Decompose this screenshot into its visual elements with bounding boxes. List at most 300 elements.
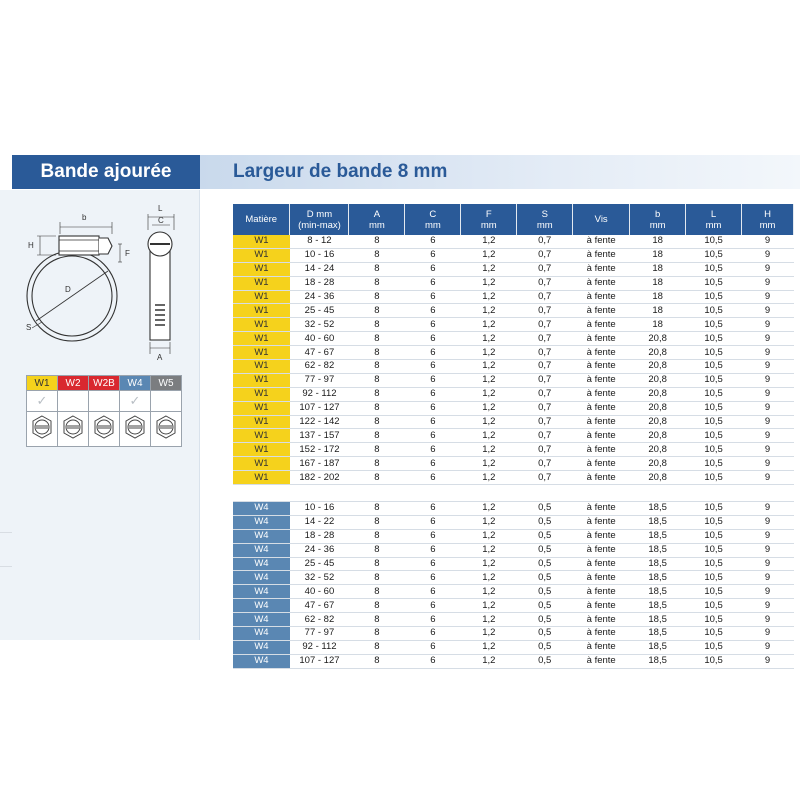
table-cell: 10,5 [686,502,742,516]
screw-head-icon [58,412,89,447]
column-header-unit: (min-max) [298,219,341,231]
table-cell: 0,7 [517,346,573,360]
group-spacer [233,485,794,502]
table-cell: 1,2 [461,557,517,571]
table-cell: à fente [573,654,630,668]
table-row [233,515,794,529]
table-cell: 0,7 [517,471,573,485]
table-cell: 18 [630,290,686,304]
table-cell: 0,5 [517,640,573,654]
table-cell: 1,2 [461,627,517,641]
table-cell: à fente [573,515,630,529]
table-cell: 9 [742,557,794,571]
table-row [233,457,794,471]
column-header [405,204,461,235]
table-cell: 20,8 [630,332,686,346]
table-cell: 9 [742,360,794,374]
table-cell: 10,5 [686,429,742,443]
table-cell: 25 - 45 [290,557,349,571]
table-cell: 18 [630,248,686,262]
table-cell: 20,8 [630,401,686,415]
table-cell: 9 [742,502,794,516]
material-cell: W1 [233,401,290,415]
table-cell: 25 - 45 [290,304,349,318]
table-cell: 8 [349,654,405,668]
table-cell: 6 [405,457,461,471]
table-cell: 0,7 [517,373,573,387]
material-swatch-w1: W1 [27,376,58,391]
table-cell: 18 - 28 [290,276,349,290]
table-cell: à fente [573,471,630,485]
table-row [233,502,794,516]
table-cell: 9 [742,290,794,304]
table-cell: 1,2 [461,332,517,346]
screw-head-icon [151,412,182,447]
table-cell: 6 [405,585,461,599]
table-cell: 6 [405,613,461,627]
table-cell: 20,8 [630,443,686,457]
table-cell: 9 [742,304,794,318]
table-row [233,304,794,318]
table-header-row [233,204,794,235]
column-header-label: C [429,208,437,220]
screw-head-icon [120,412,151,447]
table-cell: 18 [630,262,686,276]
column-header-label: F [485,208,492,220]
table-cell: 40 - 60 [290,585,349,599]
table-cell: 6 [405,415,461,429]
table-cell: 9 [742,443,794,457]
material-cell: W1 [233,457,290,471]
table-cell: 9 [742,429,794,443]
table-cell: 0,7 [517,318,573,332]
table-cell: 9 [742,346,794,360]
table-row [233,235,794,248]
section-title: Bande ajourée [12,155,200,189]
screw-housing [59,236,99,255]
table-cell: 0,5 [517,502,573,516]
table-cell: 9 [742,627,794,641]
table-cell: 6 [405,276,461,290]
table-cell: à fente [573,599,630,613]
table-cell: 6 [405,290,461,304]
table-row [233,471,794,485]
table-cell: 47 - 67 [290,599,349,613]
column-header-label: D mm [306,208,333,220]
dim-label-c: C [158,216,164,225]
table-cell: 0,7 [517,429,573,443]
table-cell: 1,2 [461,599,517,613]
table-cell: 0,5 [517,515,573,529]
table-row [233,401,794,415]
table-row [233,373,794,387]
table-cell: 6 [405,599,461,613]
table-cell: 0,5 [517,557,573,571]
table-cell: 10,5 [686,543,742,557]
table-cell: 6 [405,502,461,516]
material-cell: W4 [233,613,290,627]
table-cell: 10,5 [686,585,742,599]
material-check-w2 [58,391,89,412]
table-cell: 8 [349,515,405,529]
column-header [573,204,630,235]
table-cell: 6 [405,471,461,485]
table-cell: 10,5 [686,613,742,627]
table-cell: 1,2 [461,640,517,654]
table-cell: 6 [405,248,461,262]
table-cell: 1,2 [461,290,517,304]
table-cell: 92 - 112 [290,387,349,401]
table-cell: à fente [573,360,630,374]
table-cell: 0,7 [517,290,573,304]
table-cell: à fente [573,276,630,290]
table-cell: 77 - 97 [290,373,349,387]
table-cell: 1,2 [461,262,517,276]
table-cell: 1,2 [461,457,517,471]
table-cell: 6 [405,543,461,557]
table-cell: 182 - 202 [290,471,349,485]
table-cell: 1,2 [461,373,517,387]
column-header [630,204,686,235]
panel-divider [199,190,200,640]
table-cell: 137 - 157 [290,429,349,443]
table-cell: 9 [742,332,794,346]
material-legend [26,375,182,447]
table-cell: 14 - 24 [290,262,349,276]
material-swatch-w2: W2 [58,376,89,391]
table-cell: 6 [405,557,461,571]
dim-label-l: L [158,204,163,213]
table-row [233,248,794,262]
table-cell: 62 - 82 [290,613,349,627]
band-width-title: Largeur de bande 8 mm [200,155,800,189]
column-header [742,204,794,235]
edge-line [0,532,12,533]
table-cell: 9 [742,415,794,429]
table-cell: 6 [405,529,461,543]
table-cell: 8 [349,471,405,485]
dim-label-f: F [125,249,130,258]
table-cell: 10,5 [686,235,742,248]
table-cell: 8 [349,429,405,443]
table-cell: 20,8 [630,360,686,374]
table-cell: 0,5 [517,627,573,641]
table-cell: 10,5 [686,290,742,304]
dim-label-s: S [26,323,32,332]
table-cell: 6 [405,262,461,276]
table-cell: 107 - 127 [290,654,349,668]
table-row [233,529,794,543]
material-cell: W1 [233,471,290,485]
table-cell: 6 [405,515,461,529]
table-cell: 18 [630,235,686,248]
material-check-w1: ✓ [27,391,58,412]
table-cell: 10,5 [686,457,742,471]
table-cell: 18,5 [630,599,686,613]
table-cell: 10,5 [686,387,742,401]
material-cell: W1 [233,346,290,360]
material-cell: W1 [233,318,290,332]
table-cell: 18,5 [630,557,686,571]
dimensions-table-wrap [233,204,794,669]
table-cell: 8 [349,332,405,346]
table-row [233,332,794,346]
table-row [233,443,794,457]
table-cell: 6 [405,373,461,387]
table-cell: 1,2 [461,443,517,457]
table-row [233,543,794,557]
column-header-label: S [541,208,548,220]
table-cell: 24 - 36 [290,290,349,304]
table-cell: 10,5 [686,304,742,318]
material-cell: W4 [233,515,290,529]
table-cell: 10,5 [686,262,742,276]
column-header-label: A [373,208,381,220]
material-cell: W1 [233,332,290,346]
table-row [233,290,794,304]
column-header-unit: mm [705,219,722,231]
table-cell: 1,2 [461,235,517,248]
table-cell: à fente [573,627,630,641]
column-header [233,204,290,235]
material-swatch-w4: W4 [120,376,151,391]
table-cell: 0,5 [517,529,573,543]
material-cell: W1 [233,290,290,304]
table-cell: 9 [742,571,794,585]
table-cell: 0,7 [517,276,573,290]
table-cell: 1,2 [461,387,517,401]
table-cell: 6 [405,429,461,443]
screw-head-icon [89,412,120,447]
material-cell: W1 [233,415,290,429]
table-cell: 18,5 [630,515,686,529]
table-cell: 8 [349,401,405,415]
material-cell: W1 [233,373,290,387]
side-view-band [150,250,170,340]
table-cell: 9 [742,387,794,401]
table-cell: 10,5 [686,332,742,346]
material-cell: W1 [233,443,290,457]
table-row [233,627,794,641]
table-cell: 47 - 67 [290,346,349,360]
table-cell: 122 - 142 [290,415,349,429]
table-cell: 8 [349,262,405,276]
table-cell: 8 [349,557,405,571]
table-cell: 1,2 [461,529,517,543]
table-cell: 10,5 [686,654,742,668]
table-cell: 8 [349,276,405,290]
table-cell: 20,8 [630,457,686,471]
table-cell: à fente [573,443,630,457]
table-cell: 0,7 [517,457,573,471]
table-cell: 9 [742,654,794,668]
column-header-unit: mm [649,219,666,231]
table-cell: 6 [405,654,461,668]
table-cell: 9 [742,318,794,332]
table-row [233,318,794,332]
table-cell: 10,5 [686,529,742,543]
table-cell: 9 [742,613,794,627]
table-cell: 8 [349,627,405,641]
table-cell: 10,5 [686,346,742,360]
column-header-unit: mm [536,219,553,231]
table-cell: 18,5 [630,585,686,599]
table-cell: 9 [742,262,794,276]
table-cell: 10,5 [686,415,742,429]
table-cell: 1,2 [461,360,517,374]
material-cell: W1 [233,235,290,248]
table-cell: 10,5 [686,401,742,415]
table-cell: 0,7 [517,262,573,276]
table-cell: 1,2 [461,543,517,557]
material-swatch-w2b: W2B [89,376,120,391]
table-cell: à fente [573,557,630,571]
table-cell: 10,5 [686,318,742,332]
table-cell: 9 [742,235,794,248]
table-row [233,599,794,613]
table-row [233,429,794,443]
table-cell: 8 [349,613,405,627]
table-cell: 20,8 [630,415,686,429]
table-cell: à fente [573,235,630,248]
table-cell: 0,5 [517,571,573,585]
material-cell: W4 [233,599,290,613]
dim-label-d: D [65,285,71,294]
column-header [349,204,405,235]
table-cell: 8 [349,571,405,585]
material-cell: W1 [233,387,290,401]
table-cell: 8 [349,443,405,457]
table-cell: 18,5 [630,627,686,641]
column-header-label: Matière [245,214,278,225]
table-cell: 6 [405,346,461,360]
table-cell: 18,5 [630,543,686,557]
table-cell: à fente [573,543,630,557]
table-cell: 10,5 [686,276,742,290]
table-cell: 6 [405,387,461,401]
material-check-w2b [89,391,120,412]
table-row [233,360,794,374]
table-cell: 6 [405,401,461,415]
table-cell: 6 [405,640,461,654]
table-cell: 9 [742,599,794,613]
table-cell: 18,5 [630,571,686,585]
table-cell: à fente [573,262,630,276]
table-cell: à fente [573,373,630,387]
table-cell: 1,2 [461,304,517,318]
table-cell: 1,2 [461,429,517,443]
material-cell: W4 [233,543,290,557]
table-cell: 18,5 [630,654,686,668]
table-row [233,571,794,585]
table-cell: à fente [573,248,630,262]
table-cell: 1,2 [461,585,517,599]
table-cell: 8 [349,318,405,332]
table-cell: 9 [742,585,794,599]
column-header [517,204,573,235]
table-cell: à fente [573,571,630,585]
table-cell: 8 [349,373,405,387]
table-cell: 8 [349,543,405,557]
table-row [233,415,794,429]
material-cell: W4 [233,654,290,668]
table-cell: 9 [742,529,794,543]
table-cell: 18 - 28 [290,529,349,543]
table-cell: 20,8 [630,346,686,360]
table-cell: à fente [573,585,630,599]
table-cell: à fente [573,304,630,318]
table-cell: 8 [349,360,405,374]
table-cell: 9 [742,640,794,654]
table-cell: 1,2 [461,318,517,332]
table-cell: 8 [349,290,405,304]
table-cell: à fente [573,332,630,346]
table-cell: 0,7 [517,304,573,318]
table-cell: à fente [573,640,630,654]
material-cell: W1 [233,276,290,290]
table-row [233,640,794,654]
material-check-w4: ✓ [120,391,151,412]
material-cell: W4 [233,640,290,654]
column-header-unit: mm [759,219,776,231]
table-cell: 8 [349,640,405,654]
table-row [233,654,794,668]
table-cell: 10 - 16 [290,502,349,516]
table-cell: 1,2 [461,571,517,585]
table-cell: 8 [349,502,405,516]
table-cell: 1,2 [461,471,517,485]
column-header-label: b [654,208,661,220]
table-cell: 8 [349,235,405,248]
table-cell: 92 - 112 [290,640,349,654]
table-cell: à fente [573,415,630,429]
material-cell: W4 [233,557,290,571]
table-cell: 1,2 [461,248,517,262]
table-cell: 8 [349,346,405,360]
table-cell: à fente [573,429,630,443]
table-cell: 18 [630,304,686,318]
table-cell: 10,5 [686,360,742,374]
table-cell: 10 - 16 [290,248,349,262]
table-cell: 20,8 [630,387,686,401]
table-cell: 1,2 [461,613,517,627]
table-cell: à fente [573,401,630,415]
table-cell: 8 [349,585,405,599]
table-cell: à fente [573,318,630,332]
table-cell: 107 - 127 [290,401,349,415]
column-header [461,204,517,235]
table-row [233,262,794,276]
table-row [233,557,794,571]
column-header-unit: mm [424,219,441,231]
screw-head-icon [27,412,58,447]
table-cell: 10,5 [686,640,742,654]
material-cell: W1 [233,304,290,318]
dim-label-b: b [82,213,87,222]
table-cell: 1,2 [461,401,517,415]
table-cell: 1,2 [461,515,517,529]
table-row [233,387,794,401]
table-cell: 8 [349,457,405,471]
column-header-label: H [764,208,771,220]
table-cell: 0,7 [517,401,573,415]
table-cell: 9 [742,248,794,262]
material-check-w5 [151,391,182,412]
table-cell: 0,7 [517,235,573,248]
table-cell: 1,2 [461,502,517,516]
table-cell: 6 [405,235,461,248]
table-cell: à fente [573,290,630,304]
